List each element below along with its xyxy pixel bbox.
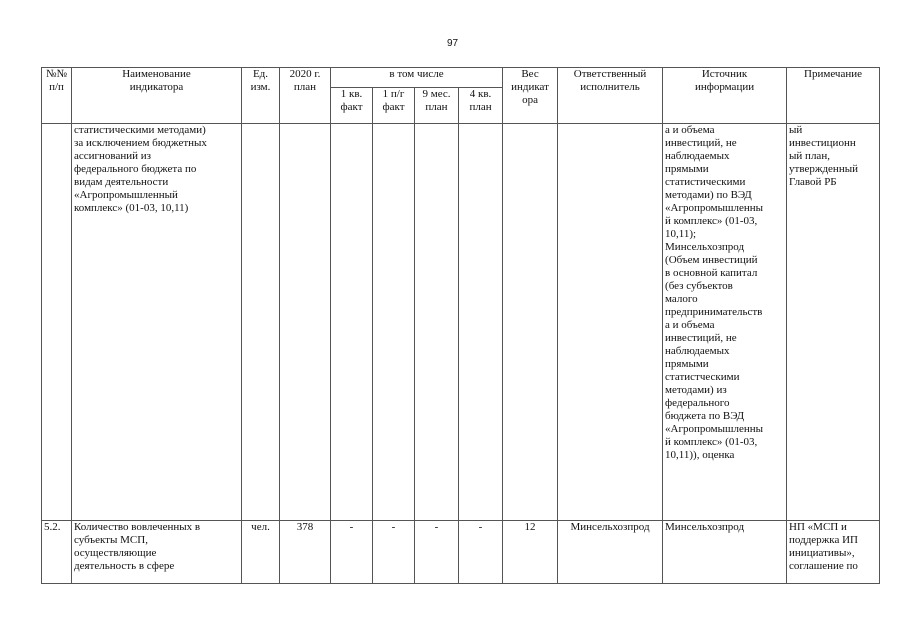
row-weight xyxy=(503,124,558,521)
row-responsible: Минсельхозпрод xyxy=(558,521,663,584)
row-9m xyxy=(415,124,459,521)
row-name: Количество вовлеченных в субъекты МСП, осуществляющие деятельность в сфере xyxy=(72,521,242,584)
row-plan-2020: 378 xyxy=(280,521,331,584)
row-responsible xyxy=(558,124,663,521)
row-num xyxy=(42,124,72,521)
table-row xyxy=(42,124,880,521)
header-note: Примечание xyxy=(787,68,880,124)
row-source: а и объема инвестиций, не наблюдаемых прямыми статистическими методами) по ВЭД «Агропромышленны й комплекс» (01-03, 10,11); Минсельхозпрод (Объем инвестиций в основной капитал (без субъектов малого предпринимательств а и объема инвестиций, не наблюдаемых прямыми статистческими методами) из федерального бюджета по ВЭД «Агропромышленны й комплекс» (01-03, 10,11)), оценка xyxy=(663,124,787,521)
header-source: Источник информации xyxy=(663,68,787,124)
row-h1: - xyxy=(373,521,415,584)
header-h1-fact: 1 п/г факт xyxy=(373,88,415,124)
row-note: ый инвестиционн ый план, утвержденный Главой РБ xyxy=(787,124,880,521)
row-source: Минсельхозпрод xyxy=(663,521,787,584)
row-9m: - xyxy=(415,521,459,584)
header-plan-2020: 2020 г. план xyxy=(280,68,331,124)
row-h1 xyxy=(373,124,415,521)
header-name: Наименование индикатора xyxy=(72,68,242,124)
header-weight: Вес индикат ора xyxy=(503,68,558,124)
row-unit: чел. xyxy=(242,521,280,584)
header-num: №№ п/п xyxy=(42,68,72,124)
row-q4: - xyxy=(459,521,503,584)
header-9m-plan: 9 мес. план xyxy=(415,88,459,124)
table-row xyxy=(42,521,880,584)
header-responsible: Ответственный исполнитель xyxy=(558,68,663,124)
header-q1-fact: 1 кв. факт xyxy=(331,88,373,124)
row-q1: - xyxy=(331,521,373,584)
indicator-table xyxy=(41,67,880,584)
header-including: в том числе xyxy=(331,68,503,88)
row-name: статистическими методами) за исключением бюджетных ассигнований из федерального бюджета по видам деятельности «Агропромышленный комплекс» (01-03, 10,11) xyxy=(72,124,242,521)
row-num: 5.2. xyxy=(42,521,72,584)
header-unit: Ед. изм. xyxy=(242,68,280,124)
header-q4-plan: 4 кв. план xyxy=(459,88,503,124)
row-note: НП «МСП и поддержка ИП инициативы», соглашение по xyxy=(787,521,880,584)
page-number: 97 xyxy=(446,38,459,49)
row-q4 xyxy=(459,124,503,521)
row-q1 xyxy=(331,124,373,521)
row-unit xyxy=(242,124,280,521)
row-weight: 12 xyxy=(503,521,558,584)
row-plan-2020 xyxy=(280,124,331,521)
table-header-row xyxy=(42,68,880,88)
